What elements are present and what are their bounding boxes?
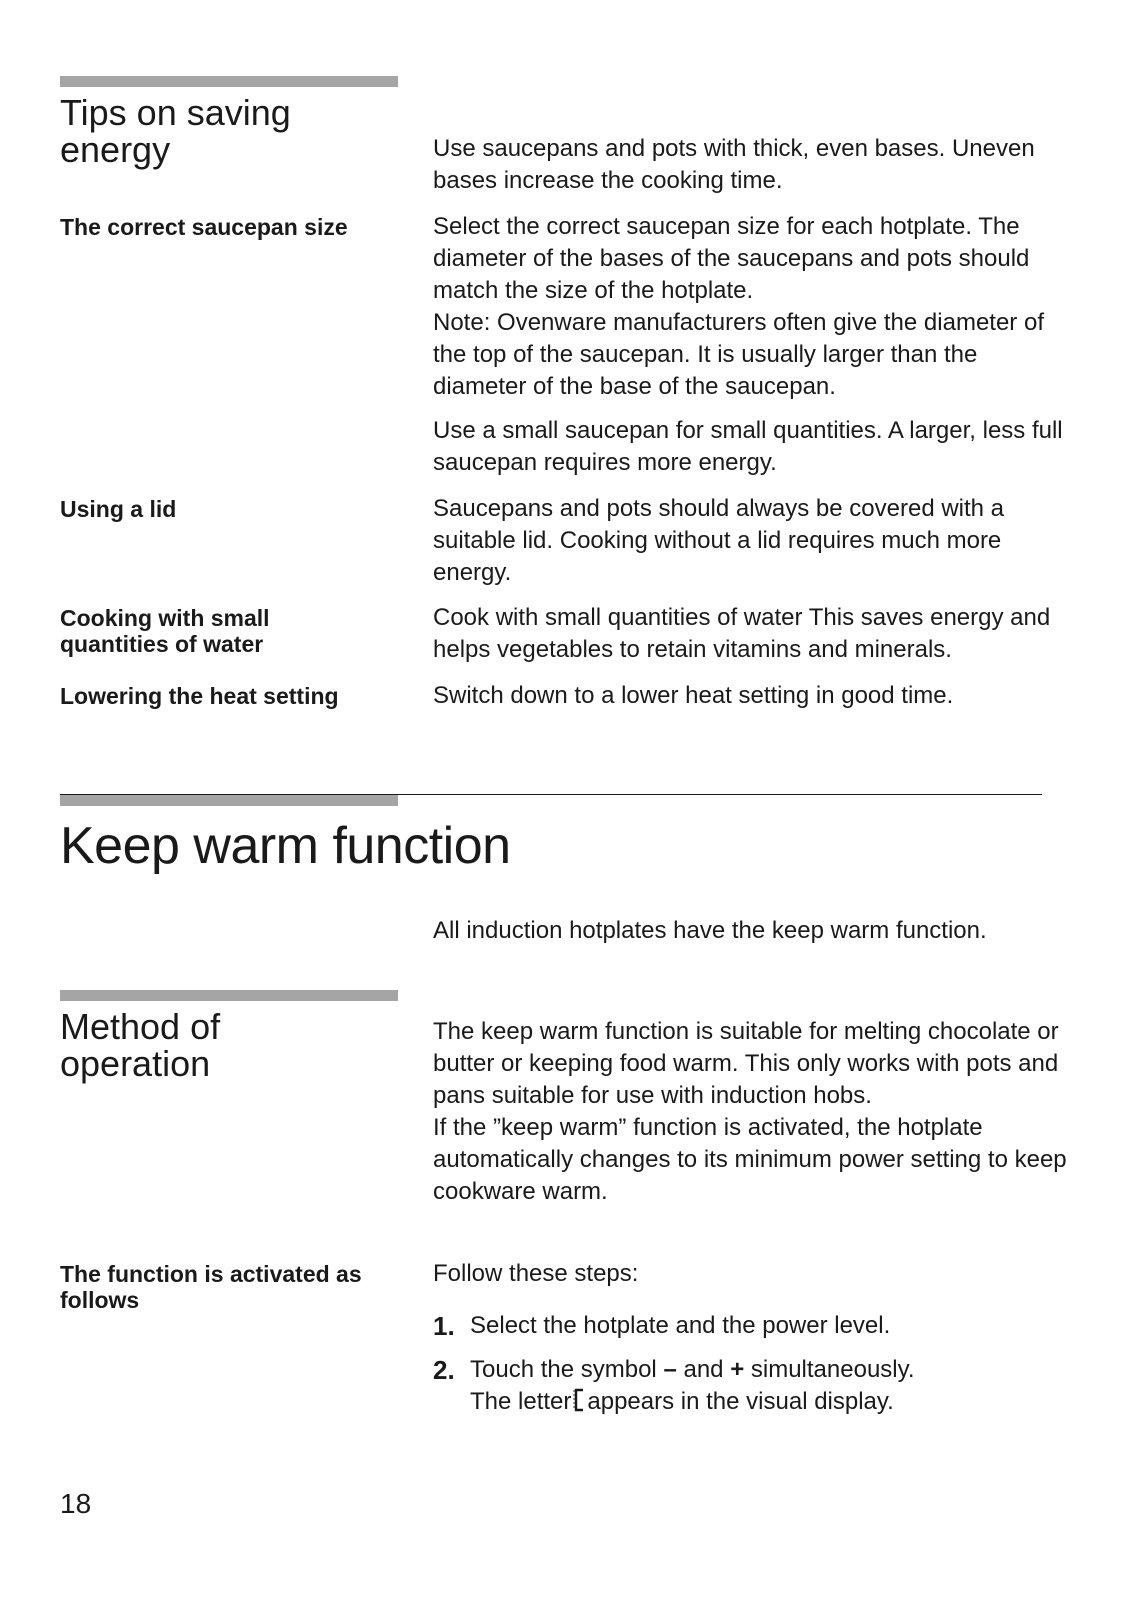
step-2-text-b: simultaneously. — [750, 1356, 915, 1383]
text-saucepan-size-main: Select the correct saucepan size for each hotplate. The diameter of the bases of the saucepans and pots should match the size of the hotplate. — [433, 213, 1030, 304]
step-2 — [433, 1354, 1073, 1422]
text-small-water: Cook with small quantities of water This saves energy and helps vegetables to retain vitamins and minerals. — [433, 604, 1051, 663]
label-using-lid: Using a lid — [60, 496, 177, 522]
step-2-text — [470, 1354, 1070, 1421]
text-saucepan-size — [433, 211, 1073, 403]
label-small-water: Cooking with small quantities of water — [60, 605, 270, 657]
plus-symbol: + — [730, 1356, 745, 1383]
method-heading: Method of operation — [60, 1006, 221, 1084]
minus-symbol: – — [663, 1356, 677, 1383]
page-number: 18 — [60, 1488, 92, 1519]
text-lower-heat: Switch down to a lower heat setting in good time. — [433, 682, 954, 709]
text-saucepan-note: Note: Ovenware manufacturers often give the diameter of the top of the saucepan. It is usually larger than the diameter of the base of the saucepan. — [433, 309, 1044, 400]
section-bar-method — [60, 990, 398, 1001]
tips-intro: Use saucepans and pots with thick, even bases. Uneven bases increase the cooking time. — [433, 135, 1035, 194]
step-1-number: 1. — [433, 1311, 455, 1341]
method-text-2: If the ”keep warm” function is activated, the hotplate automatically changes to its minimum power setting to keep cookware warm. — [433, 1114, 1067, 1205]
step-1 — [433, 1310, 1073, 1344]
step-2-text-a: Touch the symbol — [470, 1356, 657, 1383]
follow-steps-text: Follow these steps: — [433, 1260, 639, 1287]
step-2-number: 2. — [433, 1355, 455, 1385]
label-activation: The function is activated as follows — [60, 1261, 362, 1313]
method-text — [433, 1016, 1073, 1208]
label-saucepan-size: The correct saucepan size — [60, 214, 348, 240]
method-text-1: The keep warm function is suitable for melting chocolate or butter or keeping food warm. This only works with pots and pans suitable for use with induction hobs. — [433, 1018, 1059, 1109]
step-2-and: and — [683, 1356, 724, 1383]
step-1-text: Select the hotplate and the power level. — [470, 1312, 891, 1339]
text-using-lid: Saucepans and pots should always be covered with a suitable lid. Cooking without a lid requires much more energy. — [433, 495, 1005, 586]
text-small-saucepan: Use a small saucepan for small quantities. A larger, less full saucepan requires more energy. — [433, 417, 1063, 476]
display-letter-icon — [573, 1388, 585, 1421]
chapter-title: Keep warm function — [60, 817, 511, 875]
step-2-text-c: The letter — [470, 1388, 572, 1415]
step-2-text-d: appears in the visual display. — [587, 1388, 894, 1415]
label-lower-heat: Lowering the heat setting — [60, 683, 339, 709]
chapter-bar-keep-warm — [60, 795, 398, 806]
section-bar-tips — [60, 76, 398, 87]
keep-warm-intro: All induction hotplates have the keep warm function. — [433, 917, 987, 944]
tips-heading: Tips on saving energy — [60, 92, 291, 170]
